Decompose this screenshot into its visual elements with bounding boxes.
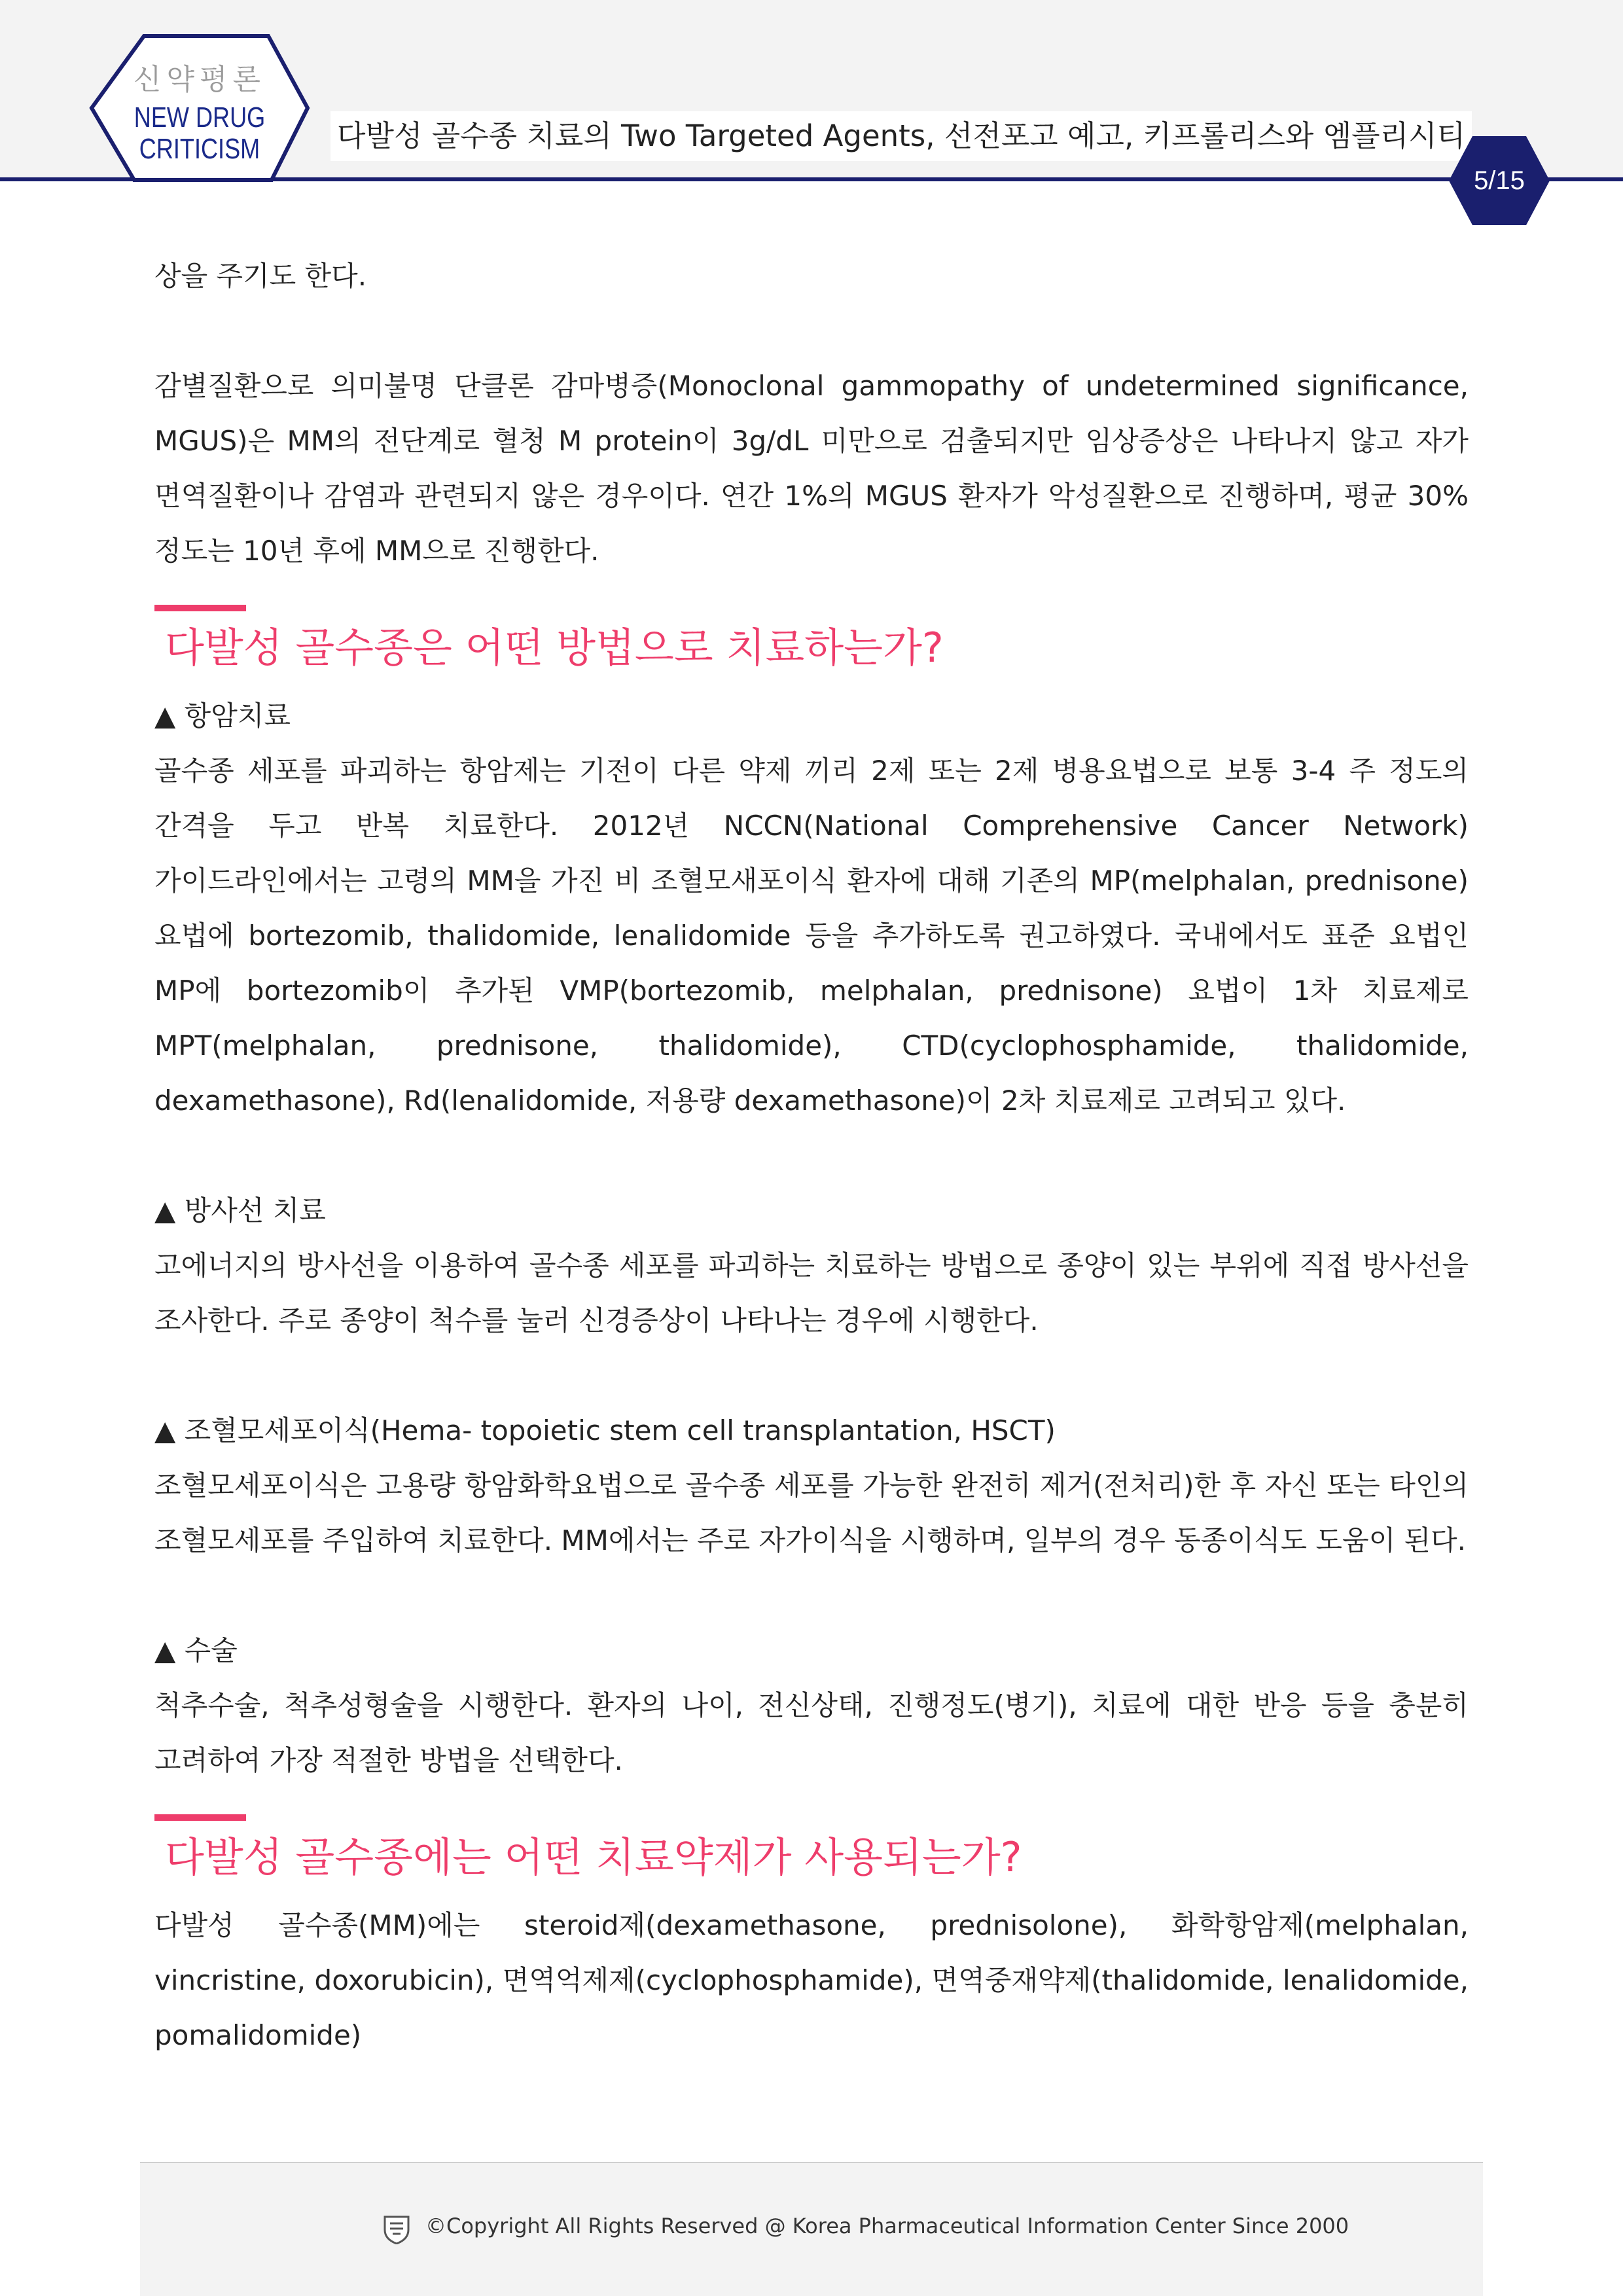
logo-ko: 신약평론 — [133, 63, 266, 96]
logo-en-line2: CRITICISM — [139, 133, 260, 165]
document-body — [154, 249, 1469, 2063]
logo — [92, 65, 308, 165]
paragraph-radiation: 고에너지의 방사선을 이용하여 골수종 세포를 파괴하는 치료하는 방법으로 종양이 있는 부위에 직접 방사선을 조사한다. 주로 종양이 척수를 눌러 신경증상이 나타나는 경우에 시행한다. — [154, 1249, 1469, 1336]
section-title-treatment: 다발성 골수종은 어떤 방법으로 치료하는가? — [165, 624, 944, 672]
section-accent-bar — [154, 605, 246, 611]
subheading-chemotherapy: ▲ 항암치료 — [154, 700, 291, 732]
paragraph-chemotherapy: 골수종 세포를 파괴하는 항암제는 기전이 다른 약제 끼리 2제 또는 2제 병용요법으로 보통 3-4 주 정도의 간격을 두고 반복 치료한다. 2012년 NCCN(National Comprehensive Cancer Network) 가이드라인에서는 고령의 MM을 가진 비 조혈모새포이식 환자에 대해 기존의 MP(melphalan, prednisone) 요법에 bortezomib, thalidomide, lenalidomide 등을 추가하도록 권고하였다. 국내에서도 표준 요법인 MP에 bortezomib이 추가된 VMP(bortezomib, melphalan, prednisone) 요법이 1차 치료제로 MPT(melphalan, prednisone, thalidomide), CTD(cyclophosphamide, thalidomide, dexamethasone), Rd(lenalidomide, 저용량 dexamethasone)이 2차 치료제로 고려되고 있다. — [154, 755, 1469, 1117]
kpic-shield-icon — [382, 2214, 411, 2244]
paragraph-mgus: 감별질환으로 의미불명 단클론 감마병증(Monoclonal gammopathy of undetermined significance, MGUS)은 MM의 전단계로 혈청 M protein이 3g/dL 미만으로 검출되지만 임상증상은 나타나지 않고 자가 면역질환이나 감염과 관련되지 않은 경우이다. 연간 1%의 MGUS 환자가 악성질환으로 진행하며, 평균 30% 정도는 10년 후에 MM으로 진행한다. — [154, 370, 1469, 567]
subheading-hsct: ▲ 조혈모세포이식(Hema- topoietic stem cell transplantation, HSCT) — [154, 1414, 1056, 1446]
paragraph-surgery: 척추수술, 척추성형술을 시행한다. 환자의 나이, 전신상태, 진행정도(병기), 치료에 대한 반응 등을 충분히 고려하여 가장 적절한 방법을 선택한다. — [154, 1689, 1469, 1776]
paragraph-hsct: 조혈모세포이식은 고용량 항암화학요법으로 골수종 세포를 가능한 완전히 제거(전처리)한 후 자신 또는 타인의 조혈모세포를 주입하여 치료한다. MM에서는 주로 자가이식을 시행하며, 일부의 경우 동종이식도 도움이 된다. — [154, 1469, 1469, 1556]
logo-en-line1: NEW DRUG — [134, 101, 266, 134]
page-number: 5/15 — [1474, 166, 1525, 195]
subheading-surgery: ▲ 수술 — [154, 1634, 238, 1666]
paragraph: 상을 주기도 한다. — [154, 260, 367, 292]
copyright-text: ©Copyright All Rights Reserved @ Korea Pharmaceutical Information Center Since 2000 — [425, 2214, 1349, 2238]
section-title-drugs: 다발성 골수종에는 어떤 치료약제가 사용되는가? — [165, 1833, 1022, 1881]
subheading-radiation: ▲ 방사선 치료 — [154, 1194, 326, 1227]
paragraph-drugs: 다발성 골수종(MM)에는 steroid제(dexamethasone, prednisolone), 화학항암제(melphalan, vincristine, doxorubicin), 면역억제제(cyclophosphamide), 면역중재약제(thalidomide, lenalidomide, pomalidomide) — [154, 1909, 1469, 2051]
document-title: 다발성 골수종 치료의 Two Targeted Agents, 선전포고 예고, 키프롤리스와 엠플리시티 — [330, 111, 1472, 161]
section-accent-bar — [154, 1814, 246, 1821]
